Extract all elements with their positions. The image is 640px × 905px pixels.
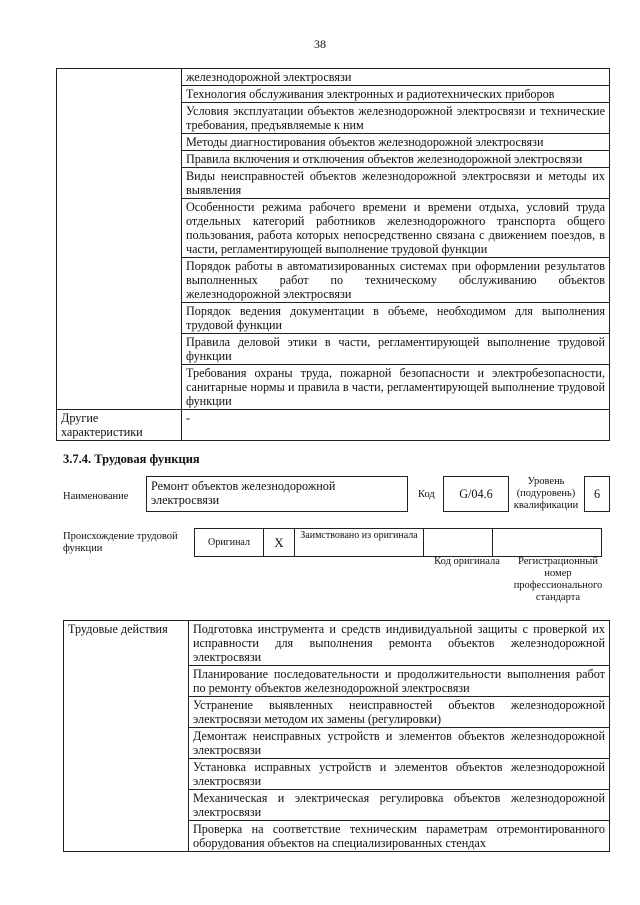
page-number: 38 (314, 37, 326, 51)
knowledge-item: Условия эксплуатации объектов железнодорожной электросвязи и технические требования, предъявляемые к ним (182, 103, 610, 134)
knowledge-item: железнодорожной электросвязи (182, 69, 610, 86)
knowledge-item: Особенности режима рабочего времени и времени отдыха, условий труда отдельных категорий работников железнодорожного транспорта общего пользования, работа которых непосредственно связана с движением поездов, в части, регламентирующей выполнение трудовой функции (182, 199, 610, 258)
labor-actions-label: Трудовые действия (64, 621, 189, 852)
knowledge-item: Порядок ведения документации в объеме, необходимом для выполнения трудовой функции (182, 303, 610, 334)
knowledge-item: Порядок работы в автоматизированных системах при оформлении результатов выполненных работ по техническому обслуживанию объектов железнодорожной электросвязи (182, 258, 610, 303)
name-label: Наименование (63, 491, 129, 502)
table-row (57, 69, 610, 86)
original-label: Оригинал (195, 529, 264, 557)
origin-table (194, 528, 602, 557)
level-label: Уровень (подуровень) квалификации (513, 476, 579, 511)
knowledge-item: Виды неисправностей объектов железнодорожной электросвязи и методы их выявления (182, 168, 610, 199)
labor-action-item: Проверка на соответствие техническим параметрам отремонтированного оборудования объектов на специализированных стендах (189, 821, 610, 852)
labor-action-item: Подготовка инструмента и средств индивидуальной защиты с проверкой их исправности для выполнения ремонта объектов железнодорожной электросвязи (189, 621, 610, 666)
original-mark: X (264, 529, 295, 557)
required-knowledge-table (56, 68, 610, 441)
labor-action-item: Планирование последовательности и продолжительности выполнения работ по ремонту объектов железнодорожной электросвязи (189, 666, 610, 697)
name-value: Ремонт объектов железнодорожной электросвязи (146, 476, 408, 512)
labor-actions-table (63, 620, 610, 852)
labor-action-item: Устранение выявленных неисправностей объектов железнодорожной электросвязи методом их замены (регулировки) (189, 697, 610, 728)
table-row (195, 529, 602, 557)
knowledge-item: Правила включения и отключения объектов железнодорожной электросвязи (182, 151, 610, 168)
borrowed-label: Заимствовано из оригинала (295, 529, 424, 557)
code-value: G/04.6 (443, 476, 509, 512)
section-heading: 3.7.4. Трудовая функция (63, 452, 200, 466)
code-label: Код (418, 489, 435, 500)
labor-action-item: Демонтаж неисправных устройств и элементов объектов железнодорожной электросвязи (189, 728, 610, 759)
table-row (57, 410, 610, 441)
table-row (64, 621, 610, 666)
level-value: 6 (584, 476, 610, 512)
knowledge-item: Методы диагностирования объектов железнодорожной электросвязи (182, 134, 610, 151)
origin-label: Происхождение трудовой функции (63, 531, 178, 554)
knowledge-item: Требования охраны труда, пожарной безопасности и электробезопасности, санитарные нормы и правила в части, регламентирующей выполнение трудовой функции (182, 365, 610, 410)
registration-number-cell (493, 529, 602, 557)
origin-code-cell (424, 529, 493, 557)
origin-code-caption: Код оригинала (434, 556, 500, 567)
knowledge-item: Технология обслуживания электронных и радиотехнических приборов (182, 86, 610, 103)
other-characteristics-value: - (182, 410, 610, 441)
knowledge-item: Правила деловой этики в части, регламентирующей выполнение трудовой функции (182, 334, 610, 365)
labor-action-item: Установка исправных устройств и элементов объектов железнодорожной электросвязи (189, 759, 610, 790)
labor-action-item: Механическая и электрическая регулировка объектов железнодорожной электросвязи (189, 790, 610, 821)
knowledge-label-cell (57, 69, 182, 410)
registration-number-caption: Регистрационный номер профессионального стандарта (513, 556, 603, 603)
other-characteristics-label: Другие характеристики (57, 410, 182, 441)
